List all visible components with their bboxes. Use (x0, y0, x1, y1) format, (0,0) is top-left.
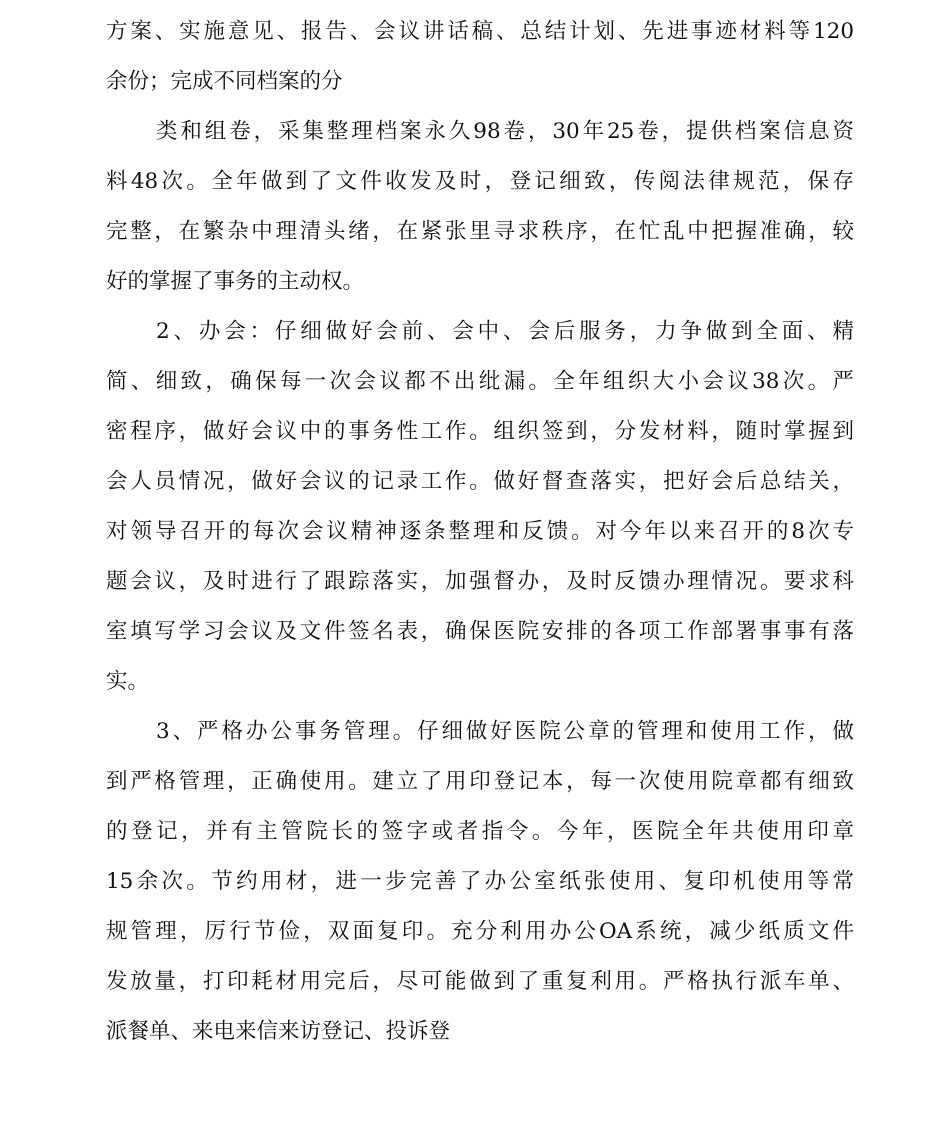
text-line: 到严格管理，正确使用。建立了用印登记本，每一次使用院章都有细致 (106, 769, 854, 794)
text-line: 派餐单、来电来信来访登记、投诉登 (106, 1019, 451, 1044)
text-line: 类和组卷，采集整理档案永久98卷，30年25卷，提供档案信息资 (156, 119, 854, 144)
text-line: 发放量，打印耗材用完后，尽可能做到了重复利用。严格执行派车单、 (106, 969, 854, 994)
text-line: 余份；完成不同档案的分 (106, 69, 343, 94)
text-line: 题会议，及时进行了跟踪落实，加强督办，及时反馈办理情况。要求科 (106, 569, 854, 594)
text-line: 室填写学习会议及文件签名表，确保医院安排的各项工作部署事事有落 (106, 619, 854, 644)
text-line: 简、细致，确保每一次会议都不出纰漏。全年组织大小会议38次。严 (106, 369, 854, 394)
text-line: 完整，在繁杂中理清头绪，在紧张里寻求秩序，在忙乱中把握准确，较 (106, 219, 854, 244)
text-line: 料48次。全年做到了文件收发及时，登记细致，传阅法律规范，保存 (106, 169, 854, 194)
text-line: 2、办会：仔细做好会前、会中、会后服务，力争做到全面、精 (156, 319, 854, 344)
text-line: 的登记，并有主管院长的签字或者指令。今年，医院全年共使用印章 (106, 819, 854, 844)
text-line: 3、严格办公事务管理。仔细做好医院公章的管理和使用工作，做 (156, 719, 854, 744)
text-line: 15余次。节约用材，进一步完善了办公室纸张使用、复印机使用等常 (106, 869, 854, 894)
text-line: 规管理，厉行节俭，双面复印。充分利用办公OA系统，减少纸质文件 (106, 919, 854, 944)
text-line: 对领导召开的每次会议精神逐条整理和反馈。对今年以来召开的8次专 (106, 519, 854, 544)
text-line: 方案、实施意见、报告、会议讲话稿、总结计划、先进事迹材料等120 (106, 19, 854, 44)
text-line: 会人员情况，做好会议的记录工作。做好督查落实，把好会后总结关， (106, 469, 854, 494)
text-line: 实。 (106, 669, 150, 694)
text-line: 密程序，做好会议中的事务性工作。组织签到，分发材料，随时掌握到 (106, 419, 854, 444)
text-line: 好的掌握了事务的主动权。 (106, 269, 365, 294)
